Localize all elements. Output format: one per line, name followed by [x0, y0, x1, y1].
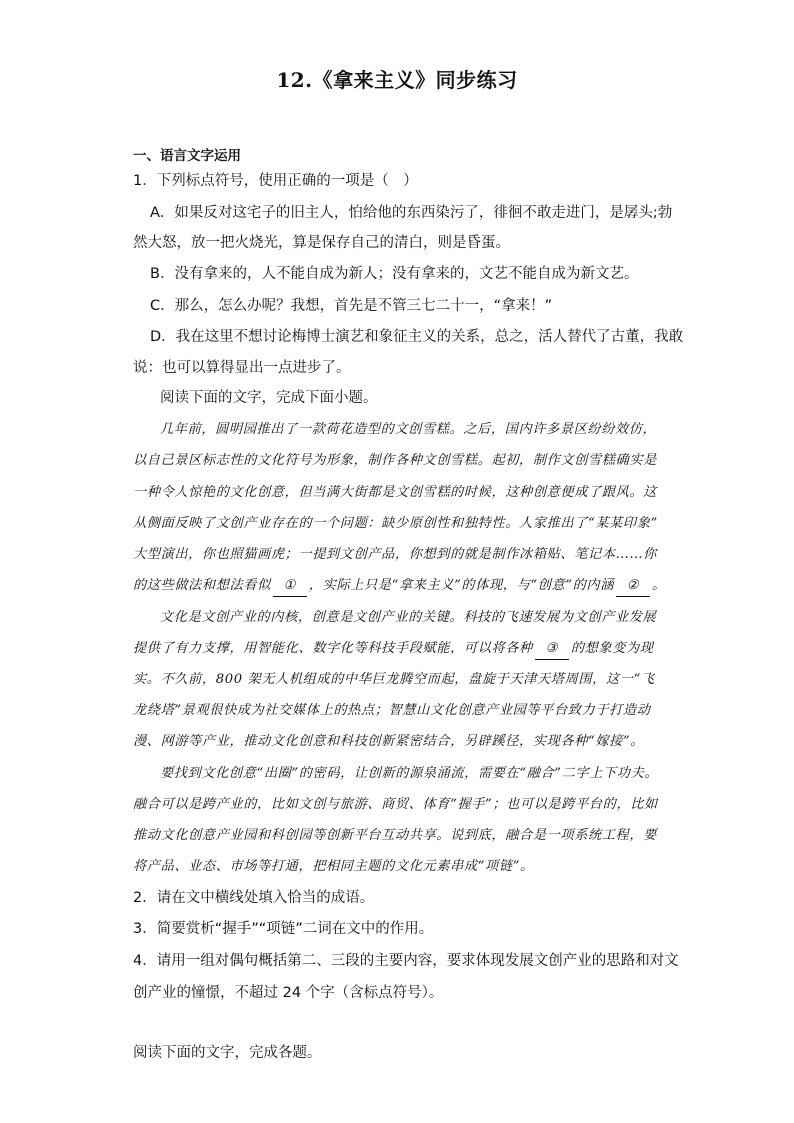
- option-a-line-1: A．如果反对这宅子的旧主人，怕给他的东西染污了，徘徊不敢走进门，是孱头;勃: [150, 205, 673, 221]
- passage-p3-line-3: 推动文化创意产业园和科创园等创新平台互动共享。说到底，融合是一项系统工程，要: [133, 828, 657, 843]
- option-c: C．那么，怎么办呢？我想，首先是不管三七二十一，“拿来！”: [150, 298, 553, 314]
- option-b: B．没有拿来的，人不能自成为新人；没有拿来的，文艺不能自成为新文艺。: [150, 266, 639, 282]
- passage-p1-line-5: 大型演出，你也照猫画虎；一提到文创产品，你想到的就是制作冰箱贴、笔记本……你: [133, 547, 657, 562]
- passage-text: 。: [652, 578, 666, 593]
- passage-p1-line-3: 一种令人惊艳的文化创意，但当满大街都是文创雪糕的时候，这种创意便成了跟风。这: [133, 485, 657, 500]
- blank-3: ③: [535, 639, 569, 660]
- passage-p3-line-2: 融合可以是跨产业的，比如文创与旅游、商贸、体育“握手”；也可以是跨平台的，比如: [133, 797, 658, 812]
- option-d-line-1: D．我在这里不想讨论梅博士演艺和象征主义的关系，总之，活人替代了古董，我敢: [150, 329, 684, 345]
- passage-p1-line-1: 几年前，圆明园推出了一款荷花造型的文创雪糕。之后，国内许多景区纷纷效仿，: [160, 422, 657, 437]
- passage-p1-line-4: 从侧面反映了文创产业存在的一个问题：缺少原创性和独特性。人家推出了“某某印象”: [133, 516, 658, 531]
- passage-p1-line-6: [133, 576, 666, 597]
- passage-text: ，实际上只是“拿来主义”的体现，与“创意”的内涵: [308, 578, 614, 593]
- passage-p2-line-1: 文化是文创产业的内核，创意是文创产业的关键。科技的飞速发展为文创产业发展: [160, 610, 657, 625]
- passage-p2-line-4: 龙绕塔”景观很快成为社交媒体上的热点；智慧山文化创意产业园等平台致力于打造动: [133, 703, 651, 718]
- option-a-line-2: 然大怒，放一把火烧光，算是保存自己的清白，则是昏蛋。: [133, 235, 510, 251]
- question-1-stem: 1．下列标点符号，使用正确的一项是（ ）: [133, 173, 418, 189]
- passage-text: 提供了有力支撑，用智能化、数字化等科技手段赋能，可以将各种: [133, 641, 533, 656]
- question-4-line-2: 创产业的憧憬，不超过 24 个字（含标点符号）。: [133, 985, 444, 1001]
- passage-p1-line-2: 以自己景区标志性的文化符号为形象，制作各种文创雪糕。起初，制作文创雪糕确实是: [133, 453, 657, 468]
- question-3: 3．简要赏析“握手”“项链”二词在文中的作用。: [133, 921, 434, 937]
- question-4-line-1: 4．请用一组对偶句概括第二、三段的主要内容，要求体现发展文创产业的思路和对文: [133, 953, 679, 969]
- reading-instruction-2: 阅读下面的文字，完成各题。: [133, 1045, 322, 1061]
- passage-p2-line-3: 实。不久前，800 架无人机组成的中华巨龙腾空而起，盘旋于天津天塔周围，这一“飞: [133, 672, 655, 687]
- passage-p3-line-4: 将产品、业态、市场等打通，把相同主题的文化元素串成“项链”。: [133, 859, 534, 874]
- blank-2: ②: [616, 576, 650, 597]
- passage-text: 的这些做法和想法看似: [133, 578, 271, 593]
- reading-instruction: 阅读下面的文字，完成下面小题。: [160, 390, 378, 406]
- section-heading: 一、语言文字运用: [133, 148, 241, 164]
- passage-text: 的想象变为现: [570, 641, 654, 656]
- passage-p2-line-2: [133, 639, 654, 660]
- passage-p3-line-1: 要找到文化创意“出圈”的密码，让创新的源泉涌流，需要在“融合”二字上下功夫。: [160, 766, 659, 781]
- page-title: 12.《拿来主义》同步练习: [276, 68, 518, 92]
- question-2: 2．请在文中横线处填入恰当的成语。: [133, 890, 375, 906]
- option-d-line-2: 说：也可以算得显出一点进步了。: [133, 360, 351, 376]
- blank-1: ①: [273, 576, 307, 597]
- passage-p2-line-5: 漫、网游等产业，推动文化创意和科技创新紧密结合，另辟蹊径，实现各种“嫁接”。: [133, 734, 645, 749]
